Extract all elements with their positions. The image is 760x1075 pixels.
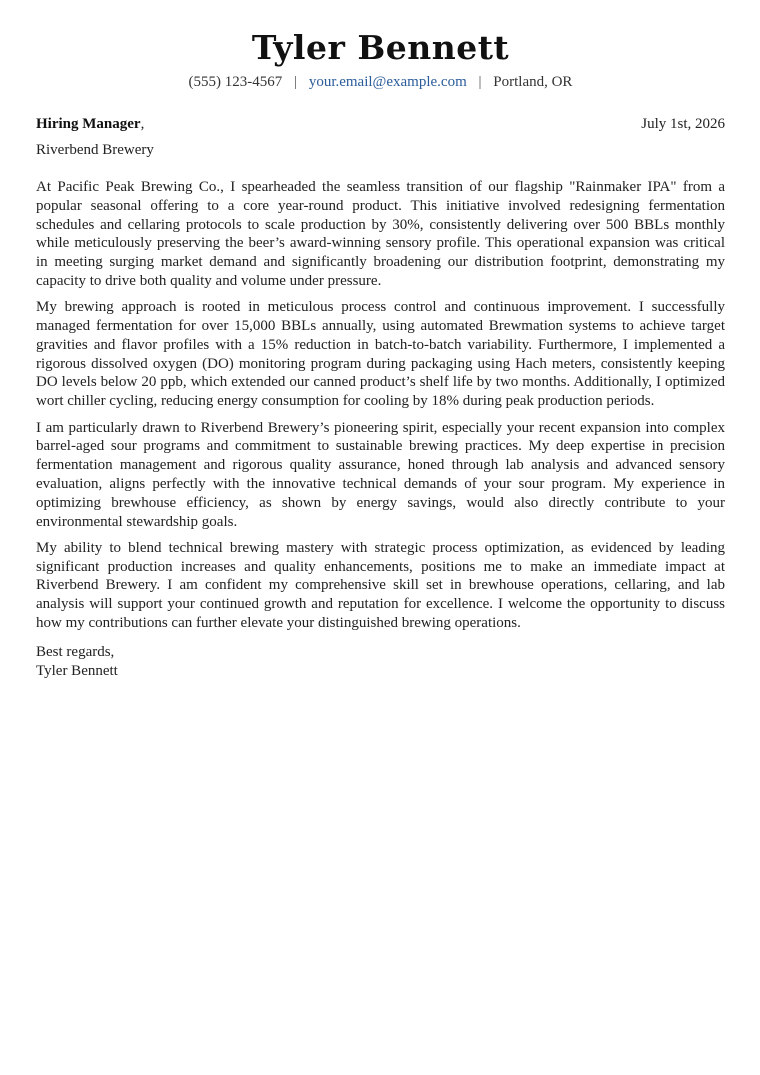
recipient-greeting bbox=[36, 114, 144, 134]
recipient-row bbox=[36, 114, 725, 134]
body-paragraph: At Pacific Peak Brewing Co., I spearheaded the seamless transition of our flagship "Rainmaker IPA" from a popular seasonal offering to a core year-round product. This initiative involved redesigning fermentation schedules and cellaring protocols to scale production by 30%, consistently delivering over 500 BBLs monthly while meticulously preserving the beer’s award-winning sensory profile. This operational expansion was critical in meeting surging market demand and significantly broadening our distribution footprint, demonstrating my capacity to drive both quality and volume under pressure. bbox=[36, 179, 725, 289]
separator: | bbox=[478, 74, 482, 90]
cover-letter-page bbox=[36, 26, 725, 681]
recipient-company: Riverbend Brewery bbox=[36, 142, 154, 158]
letter-body bbox=[36, 178, 725, 633]
email-link[interactable]: your.email@example.com bbox=[308, 74, 467, 90]
separator: | bbox=[294, 74, 298, 90]
closing-signature: Tyler Bennett bbox=[36, 662, 118, 679]
closing-salutation: Best regards, bbox=[36, 643, 115, 660]
body-paragraph: My brewing approach is rooted in meticulous process control and continuous improvement. I successfully managed fermentation for over 15,000 BBLs annually, using automated Brewmation systems to achieve target gravities and flavor profiles with a 15% reduction in batch-to-batch variability. Furthermore, I implemented a rigorous dissolved oxygen (DO) monitoring program during packaging using Hach meters, consistently keeping DO levels below 20 ppb, which extended our canned product’s shelf life by two months. Additionally, I optimized wort chiller cycling, reducing energy consumption for cooling by 18% during peak production periods. bbox=[36, 299, 725, 410]
recipient-name: Hiring Manager bbox=[36, 116, 141, 132]
body-paragraph: I am particularly drawn to Riverbend Brewery’s pioneering spirit, especially your recent expansion into complex barrel-aged sour programs and commitment to sustainable brewing practices. My deep expertise in precision fermentation management and rigorous quality assurance, honed through lab analysis and advanced sensory evaluation, aligns perfectly with the innovative technical demands of your sour program. My experience in optimizing brewhouse efficiency, as shown by energy savings, would also directly contribute to your environmental stewardship goals. bbox=[36, 419, 725, 530]
body-paragraph: My ability to blend technical brewing mastery with strategic process optimization, as evidenced by leading significant production increases and quality enhancements, positions me to make an immediate impact at Riverbend Brewery. I am confident my comprehensive skill set in brewhouse operations, cellaring, and lab analysis will support your continued growth and reputation for excellence. I welcome the opportunity to discuss how my contributions can further elevate your distinguished brewing operations. bbox=[36, 539, 725, 632]
contact-line bbox=[36, 72, 725, 92]
letter-date: July 1st, 2026 bbox=[641, 116, 725, 132]
location: Portland, OR bbox=[493, 74, 573, 90]
closing-block bbox=[36, 643, 725, 681]
applicant-name: Tyler Bennett bbox=[251, 28, 510, 67]
recipient-name-suffix: , bbox=[140, 116, 145, 132]
phone-number: (555) 123-4567 bbox=[188, 74, 283, 90]
